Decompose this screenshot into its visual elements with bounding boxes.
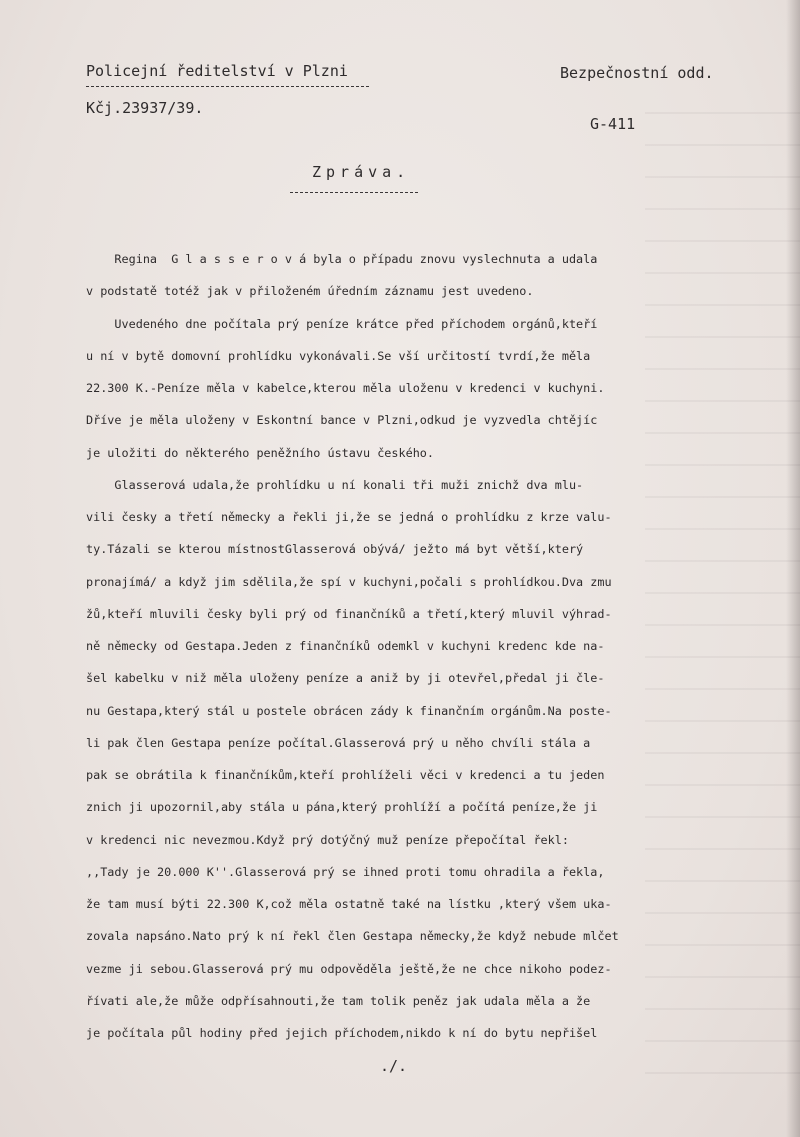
body-line: li pak člen Gestapa peníze počítal.Glasserová prý u něho chvíli stála a xyxy=(86,735,591,750)
body-line: že tam musí býti 22.300 K,což měla ostatně také na lístku ,který všem uka- xyxy=(86,897,612,911)
body-line: řívati ale,že může odpřísahnouti,že tam tolik peněz jak udala měla a že xyxy=(86,993,591,1008)
body-line: je uložiti do některého peněžního ústavu českého. xyxy=(86,445,435,460)
body-line: Regina G l a s s e r o v á byla o případu znovu vyslechnuta a udala xyxy=(86,252,598,266)
department-name: Bezpečnostní odd. xyxy=(560,64,714,82)
body-line: nu Gestapa,který stál u postele obrácen zády k finančním orgánům.Na poste- xyxy=(86,703,612,718)
body-line: znich ji upozornil,aby stála u pána,který prohlíží a počítá peníze,že ji xyxy=(86,800,598,815)
body-line: Glasserová udala,že prohlídku u ní konali tři muži znichž dva mlu- xyxy=(86,477,584,492)
body-line: Dříve je měla uloženy v Eskontní bance v Plzni,odkud je vyzvedla chtějíc xyxy=(86,413,598,428)
body-line: pronajímá/ a když jim sdělila,že spí v kuchyni,počali s prohlídkou.Dva zmu xyxy=(86,574,612,589)
body-line: žů,kteří mluvili česky byli prý od finančníků a třetí,který mluvil výhrad- xyxy=(86,606,612,621)
body-line: v kredenci nic nevezmou.Když prý dotýčný muž peníze přepočítal řekl: xyxy=(86,832,569,847)
reference-number: Kčj.23937/39. xyxy=(86,99,204,117)
document-title: Zpráva. xyxy=(312,163,411,181)
body-line: ,,Tady je 20.000 K''.Glasserová prý se ihned proti tomu ohradila a řekla, xyxy=(86,864,605,879)
title-underline xyxy=(290,192,418,193)
body-line: vezme ji sebou.Glasserová prý mu odpověděla ještě,že ne chce nikoho podez- xyxy=(86,961,612,976)
header-underline xyxy=(86,86,369,87)
body-line: v podstatě totéž jak v přiloženém úředním záznamu jest uvedeno. xyxy=(86,284,534,299)
office-name: Policejní ředitelství v Plzni xyxy=(86,62,348,80)
file-code: G-411 xyxy=(590,115,636,133)
body-line: ty.Tázali se kterou místnostGlasserová obývá/ ježto má byt větší,který xyxy=(86,542,584,557)
body-line: 22.300 K.-Peníze měla v kabelce,kterou měla uloženu v kredenci v kuchyni. xyxy=(86,381,605,395)
body-line: pak se obrátila k finančníkům,kteří prohlíželi věci v kredenci a tu jeden xyxy=(86,768,605,782)
report-body xyxy=(86,243,800,1049)
body-line: šel kabelku v niž měla uloženy peníze a aniž by ji otevřel,předal ji čle- xyxy=(86,671,605,686)
header-office-block xyxy=(86,62,348,117)
body-line: vili česky a třetí německy a řekli ji,že se jedná o prohlídku z krze valu- xyxy=(86,510,612,524)
body-line: u ní v bytě domovní prohlídku vykonávali.Se vší určitostí tvrdí,že měla xyxy=(86,348,591,363)
body-line: je počítala půl hodiny před jejich příchodem,nikdo k ní do bytu nepřišel xyxy=(86,1026,598,1040)
body-line: ně německy od Gestapa.Jeden z finančníků odemkl v kuchyni kredenc kde na- xyxy=(86,639,605,653)
body-line: Uvedeného dne počítala prý peníze krátce před příchodem orgánů,kteří xyxy=(86,316,598,331)
continuation-mark: ./. xyxy=(380,1057,408,1075)
body-line: zovala napsáno.Nato prý k ní řekl člen Gestapa německy,že když nebude mlčet xyxy=(86,929,619,944)
